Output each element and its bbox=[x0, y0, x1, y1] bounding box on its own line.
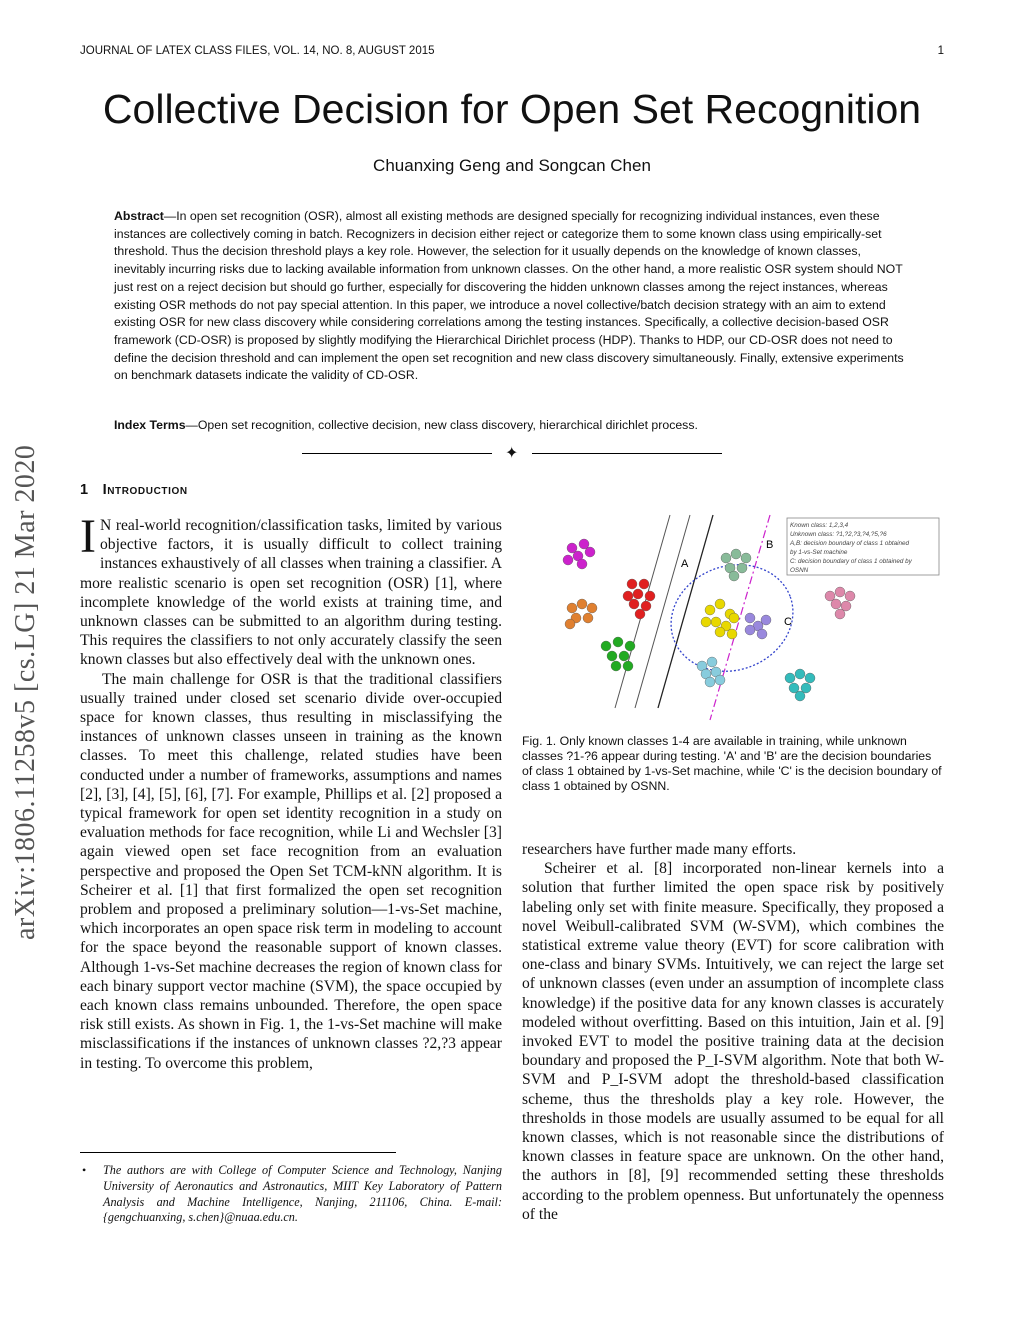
boundary-line-dashdot bbox=[710, 515, 770, 720]
data-point bbox=[831, 599, 841, 609]
data-point bbox=[835, 609, 845, 619]
footnote-rule bbox=[80, 1152, 396, 1153]
data-point bbox=[761, 615, 771, 625]
right-paragraph-2: Scheirer et al. [8] incorporated non-linear kernels into a solution that further limited the open space risk by positively labeling only set with finite measure. Specifically, they proposed a novel Weibull-calibrated SVM (W-SVM), which combines the statistical extreme value theory (EVT) for score calibration with one-class and binary SVMs. Intuitively, we can reject the large set of unknown classes (even under an assumption of incomplete class knowledge) if the positive data for any known classes is accurately modeled without overfitting. Based on this intuition, Jain et al. [9] invoked EVT to model the positive training data at the decision boundary and proposed the P_I-SVM algorithm. Note that both W-SVM and P_I-SVM adopt the threshold-based classification scheme, thus the thresholds play a key role. However, the thresholds in those models are usually assumed to be equal for all known classes, which is not reasonable since the distributions of known classes in feature space are unknown. On the other hand, the authors in [8], [9] recommended setting these thresholds according to the problem openness. But unfortunately the openness of the bbox=[522, 860, 944, 1223]
data-point bbox=[583, 613, 593, 623]
legend-line: Unknown class: ?1,?2,?3,?4,?5,?6 bbox=[790, 531, 887, 538]
data-point bbox=[711, 617, 721, 627]
legend-line: OSNN bbox=[790, 567, 809, 574]
abstract-label: Abstract bbox=[114, 209, 164, 223]
data-point bbox=[701, 617, 711, 627]
intro-paragraph-2: The main challenge for OSR is that the traditional classifiers usually trained under closed set scenario divide over-occupied space for known classes, thus resulting in misclassifying the instances of unknown classes unseen in training as the known classes. To meet this challenge, related studies have been conducted under a number of frameworks, assumptions and names [2], [3], [4], [5], [6], [7]. For example, Phillips et al. [2] proposed a typical framework for open set identity recognition in a study on evaluation methods for face recognition, while Li and Wechsler [3] again viewed open set face recognition from an evaluation perspective and proposed the Open Set TCM-kNN algorithm. It is Scheirer et al. [1] that first formalized the open set recognition problem and proposed a preliminary solution—1-vs-Set machine, which incorporates an open space risk term in modeling to account for the space beyond the reasonable support of known classes. Although 1-vs-Set machine decreases the region of known class for each binary support vector machine (SVM), the space occupied by each known class remains unbounded. Therefore, the open space risk still exists. As shown in Fig. 1, the 1-vs-Set machine will make misclassifications if the instances of unknown classes ?2,?3 appear in testing. To overcome this problem, bbox=[80, 670, 502, 1072]
separator-rule-right bbox=[532, 453, 722, 454]
authors: Chuanxing Geng and Songcan Chen bbox=[373, 156, 651, 175]
data-point bbox=[565, 619, 575, 629]
data-point bbox=[563, 555, 573, 565]
data-point bbox=[567, 603, 577, 613]
label-c: C bbox=[784, 616, 792, 628]
data-point bbox=[639, 579, 649, 589]
data-point bbox=[757, 629, 767, 639]
boundary-line-b bbox=[658, 515, 713, 708]
footnote-bullet: • bbox=[82, 1163, 87, 1177]
data-point bbox=[611, 661, 621, 671]
legend-line: A,B: decision boundary of class 1 obtained bbox=[790, 540, 910, 547]
abstract bbox=[114, 208, 910, 385]
data-point bbox=[731, 549, 741, 559]
data-point bbox=[627, 579, 637, 589]
data-point bbox=[745, 613, 755, 623]
data-point bbox=[795, 691, 805, 701]
legend-line: Known class: 1,2,3,4 bbox=[790, 522, 849, 529]
figure-1 bbox=[520, 510, 944, 730]
data-point bbox=[645, 591, 655, 601]
data-point bbox=[587, 603, 597, 613]
intro-paragraph-1 bbox=[80, 510, 502, 670]
separator-diamond-icon: ✦ bbox=[505, 445, 519, 462]
data-point bbox=[585, 547, 595, 557]
lead-letter: N bbox=[99, 517, 112, 534]
data-point bbox=[737, 563, 747, 573]
index-terms-text: —Open set recognition, collective decision, new class discovery, hierarchical dirichlet process. bbox=[185, 418, 698, 432]
data-point bbox=[729, 571, 739, 581]
data-point bbox=[619, 651, 629, 661]
abstract-text: —In open set recognition (OSR), almost all existing methods are designed specially for recognizing individual instances, even these instances are collectively coming in batch. Recognizers in decision either reject or categorize them to some known class using empirically-set threshold. Thus the decision threshold plays a key role. However, the selection for it usually depends on the knowledge of known classes, inevitably incurring risks due to lacking available information from unknown classes. On the other hand, a more realistic OSR system should NOT just rest on a reject decision but should go further, especially for discovering the hidden unknown classes among the reject instances, whereas existing OSR methods do not pay special attention. In this paper, we introduce a novel collective/batch decision strategy with an aim to extend existing OSR for new class discovery while considering correlations among the testing instances. Specifically, a collective decision-based OSR framework (CD-OSR) is proposed by slightly modifying the Hierarchical Dirichlet process (HDP). Thanks to HDP, our CD-OSR does not need to define the decision threshold and can implement the open set recognition and new class discovery simultaneously. Finally, extensive experiments on benchmark datasets indicate the validity of CD-OSR. bbox=[114, 209, 904, 383]
data-point bbox=[715, 627, 725, 637]
data-point bbox=[623, 661, 633, 671]
data-point bbox=[629, 599, 639, 609]
page-number: 1 bbox=[937, 45, 944, 57]
separator-rule-left bbox=[302, 453, 492, 454]
footnote: The authors are with College of Computer Science and Technology, Nanjing University of Aeronautics and Astronautics, MIIT Key Laboratory of Pattern Analysis and Machine Intelligence, Nanjing, 211106, China. E-mail: {gengchuanxing, s.chen}@nuaa.edu.cn. bbox=[103, 1163, 502, 1225]
arxiv-identifier: arXiv:1806.11258v5 [cs.LG] 21 Mar 2020 bbox=[10, 444, 41, 940]
data-point bbox=[845, 591, 855, 601]
drop-cap: I bbox=[80, 510, 96, 563]
data-point bbox=[601, 641, 611, 651]
data-point bbox=[805, 673, 815, 683]
right-paragraph-1: researchers have further made many efforts. bbox=[522, 841, 797, 858]
data-point bbox=[729, 613, 739, 623]
data-point bbox=[721, 553, 731, 563]
data-point bbox=[607, 651, 617, 661]
index-terms-label: Index Terms bbox=[114, 418, 186, 432]
data-point bbox=[613, 637, 623, 647]
data-point bbox=[715, 675, 725, 685]
section-title: Introduction bbox=[102, 482, 188, 498]
running-header: JOURNAL OF LATEX CLASS FILES, VOL. 14, NO. 8, AUGUST 2015 bbox=[80, 45, 435, 57]
index-terms bbox=[114, 418, 910, 432]
label-a: A bbox=[681, 558, 689, 570]
paper-title: Collective Decision for Open Set Recognition bbox=[102, 86, 922, 132]
data-point bbox=[745, 625, 755, 635]
data-point bbox=[715, 599, 725, 609]
label-b: B bbox=[766, 539, 774, 551]
data-point bbox=[577, 559, 587, 569]
data-point bbox=[835, 587, 845, 597]
data-point bbox=[741, 553, 751, 563]
left-column bbox=[80, 510, 502, 1073]
data-point bbox=[635, 609, 645, 619]
data-point bbox=[785, 673, 795, 683]
figure-caption: Fig. 1. Only known classes 1-4 are available in training, while unknown classes ?1-?6 appear during testing. 'A' and 'B' are the decision boundaries of class 1 obtained by 1-vs-Set machine, while 'C' is the decision boundary of class 1 obtained by OSNN. bbox=[522, 734, 942, 793]
legend-line: by 1-vs-Set machine bbox=[790, 549, 848, 556]
section-number: 1 bbox=[80, 482, 89, 498]
data-point bbox=[707, 657, 717, 667]
data-point bbox=[727, 629, 737, 639]
data-point bbox=[633, 589, 643, 599]
data-point bbox=[795, 669, 805, 679]
intro-p1-text: real-world recognition/classification tasks, limited by various objective factors, it is usually difficult to collect training instances exhaustively of all classes when training a classifier. A more realistic scenario is open set recognition (OSR) [1], where incomplete knowledge of the world exists at training time, and unknown classes can be submitted to an algorithm during testing. This requires the classifiers to not only accurately classify the seen known classes but also effectively deal with the unknown ones. bbox=[80, 517, 502, 669]
data-point bbox=[705, 677, 715, 687]
figure-1-svg bbox=[520, 510, 944, 730]
section-separator bbox=[302, 446, 722, 460]
section-heading bbox=[80, 482, 188, 498]
legend-line: C: decision boundary of class 1 obtained by bbox=[790, 558, 912, 565]
data-point bbox=[625, 641, 635, 651]
right-column bbox=[522, 840, 944, 1224]
data-point bbox=[705, 605, 715, 615]
data-point bbox=[577, 599, 587, 609]
